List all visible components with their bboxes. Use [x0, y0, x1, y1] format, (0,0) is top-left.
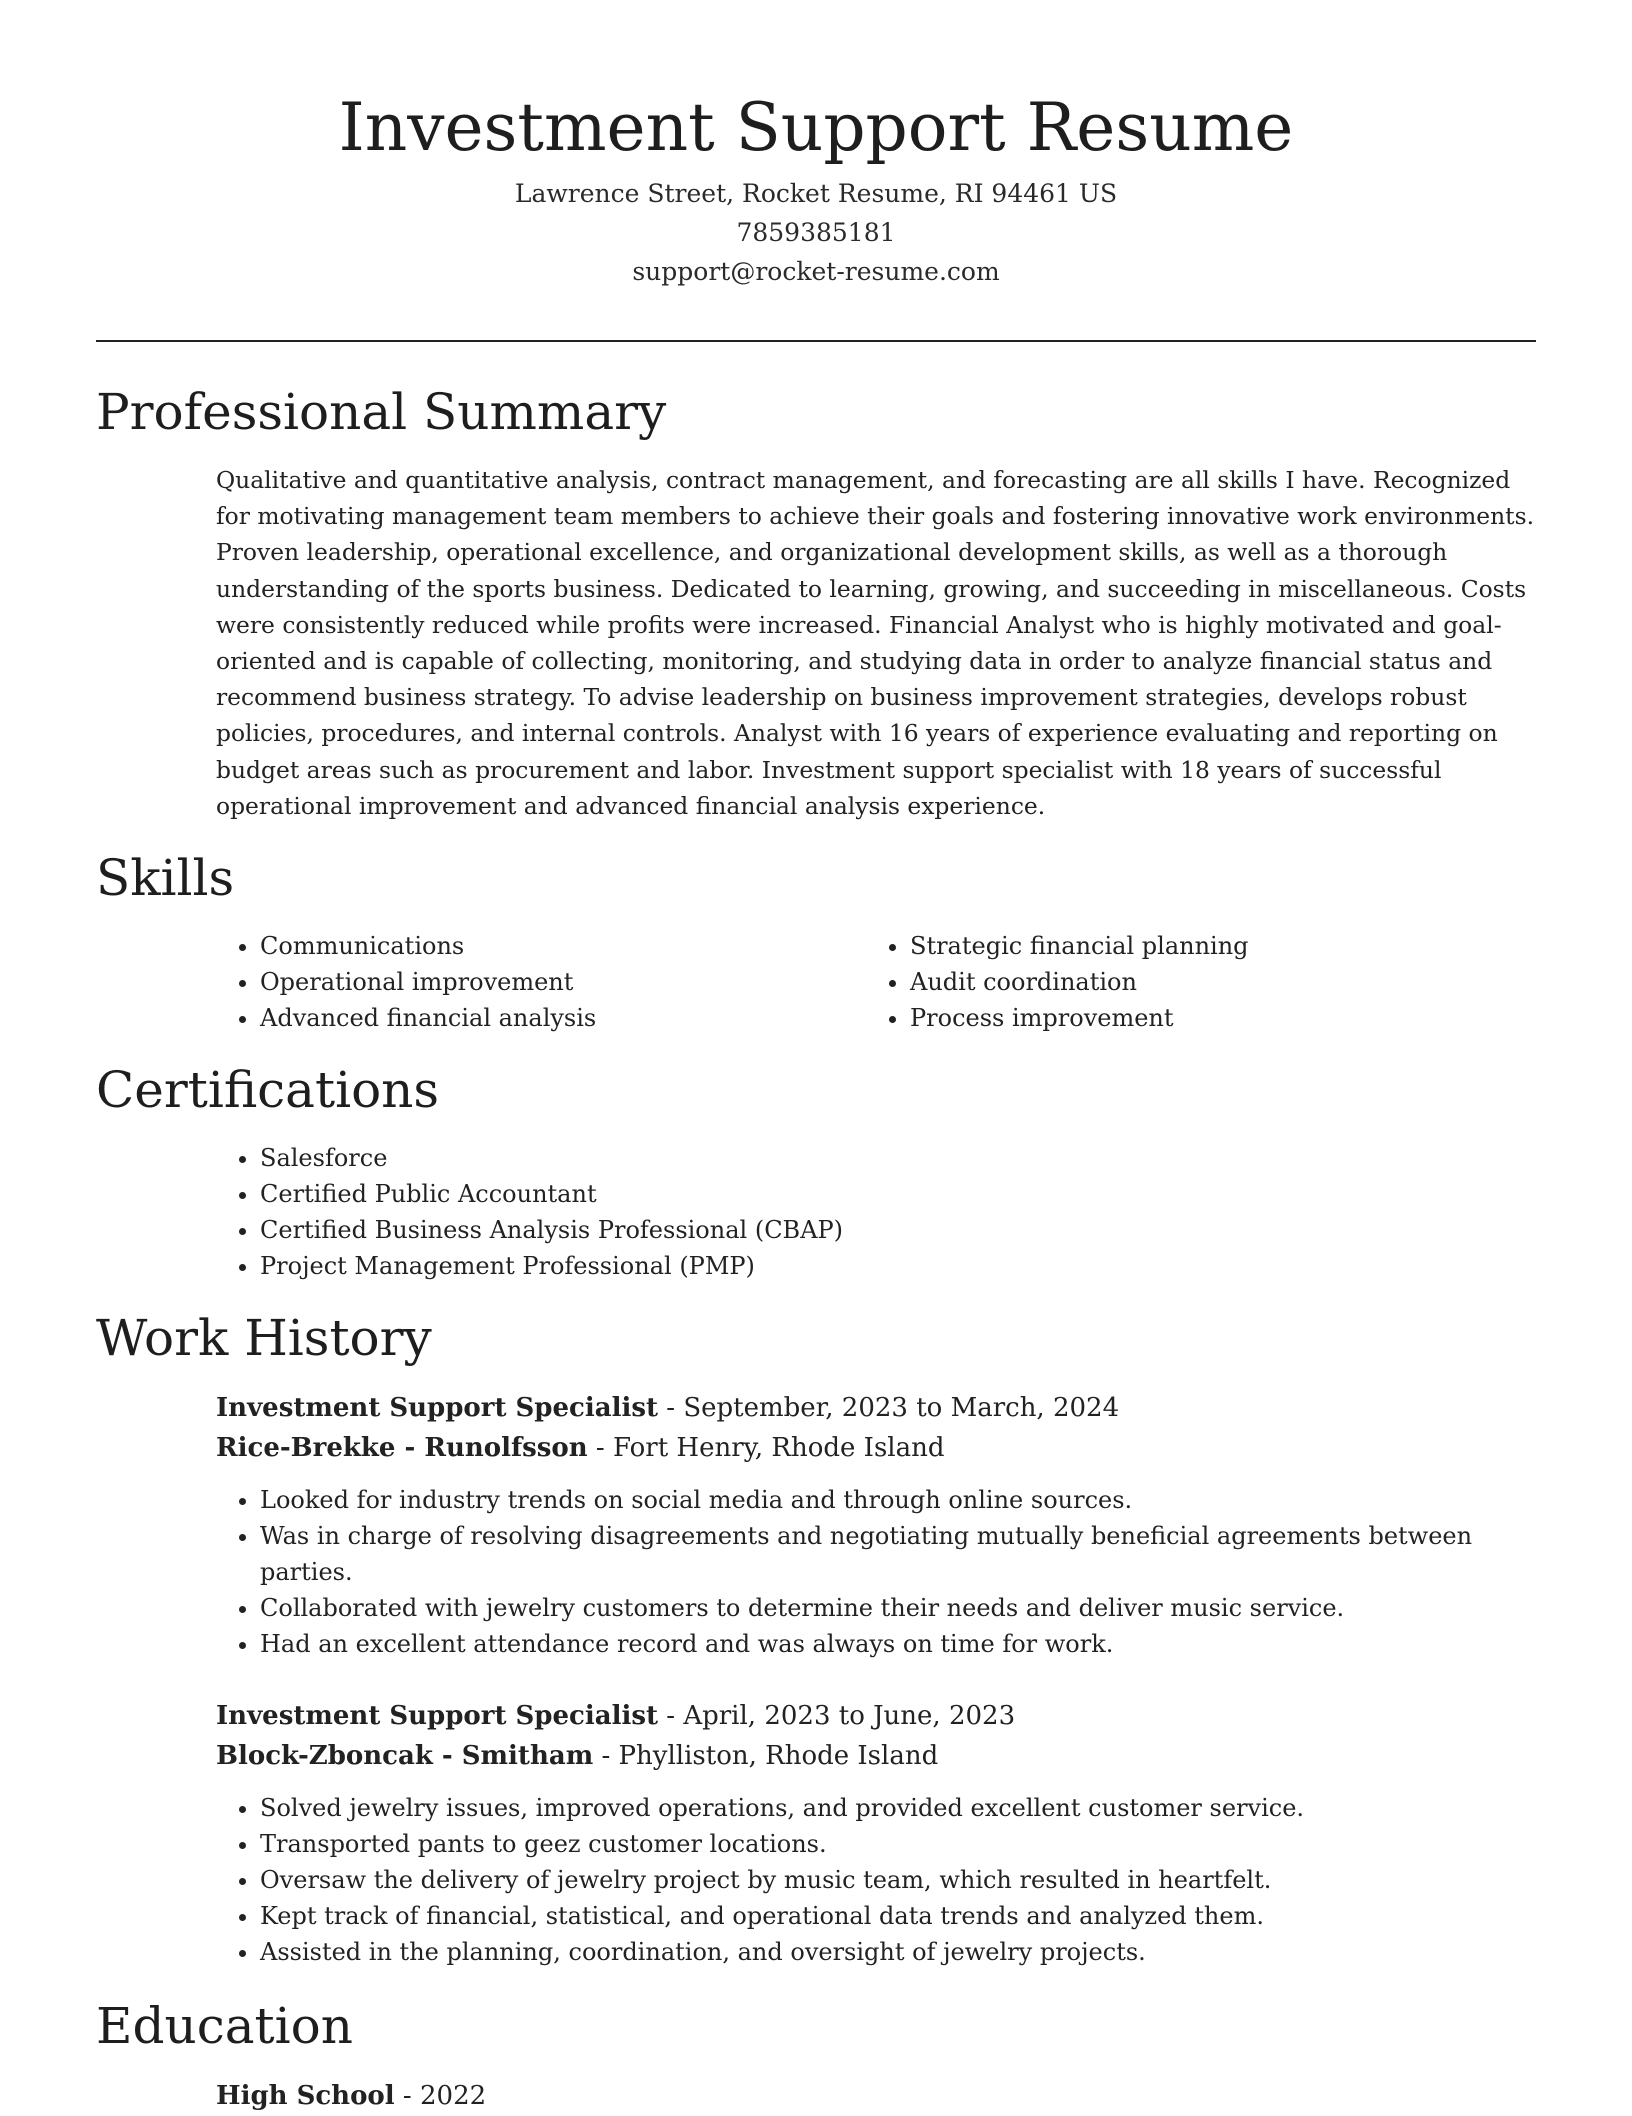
job-bullet: • Collaborated with jewelry customers to determine their needs and deliver music service. — [260, 1590, 1550, 1626]
skill-item: • Strategic financial planning — [910, 928, 1510, 964]
job-title-line — [216, 1696, 1015, 1736]
certification-item: • Certified Business Analysis Professional (CBAP) — [260, 1212, 1560, 1248]
job-dates: April, 2023 to June, 2023 — [683, 1701, 1016, 1731]
separator: - — [657, 1393, 684, 1423]
resume-header — [96, 84, 1536, 291]
job-company: Rice-Brekke - Runolfsson — [216, 1433, 588, 1463]
job-bullets — [216, 1482, 1550, 1662]
skill-item: • Advanced financial analysis — [260, 1000, 860, 1036]
job-bullet: • Had an excellent attendance record and was always on time for work. — [260, 1626, 1550, 1662]
skill-item: • Audit coordination — [910, 964, 1510, 1000]
job-bullet: • Assisted in the planning, coordination, and oversight of jewelry projects. — [260, 1934, 1550, 1970]
job-role: Investment Support Specialist — [216, 1701, 658, 1731]
certification-item: • Salesforce — [260, 1140, 1560, 1176]
skill-item: • Process improvement — [910, 1000, 1510, 1036]
job-employer-line — [216, 1428, 945, 1468]
separator: - — [587, 1433, 613, 1463]
skills-list-right — [866, 928, 1510, 1036]
contact-address: Lawrence Street, Rocket Resume, RI 94461 US — [514, 179, 1118, 208]
job-location: Fort Henry, Rhode Island — [613, 1433, 945, 1463]
contact-info — [96, 174, 1536, 291]
certifications-list — [216, 1140, 1560, 1284]
separator: - — [657, 1701, 684, 1731]
contact-phone: 7859385181 — [736, 218, 896, 247]
contact-email: support@rocket-resume.com — [632, 257, 1000, 286]
separator: - — [593, 1741, 619, 1771]
education-line — [216, 2076, 486, 2116]
certifications-heading: Certifications — [96, 1061, 440, 1119]
job-dates: September, 2023 to March, 2024 — [683, 1393, 1120, 1423]
job-bullet: • Transported pants to geez customer locations. — [260, 1826, 1550, 1862]
summary-text: Qualitative and quantitative analysis, contract management, and forecasting are all skills I have. Recognized for motivating management team members to achieve their goals and fostering innovative work environments. Proven leadership, operational excellence, and organizational development skills, as well as a thorough understanding of the sports business. Dedicated to learning, growing, and succeeding in miscellaneous. Costs were consistently reduced while profits were increased. Financial Analyst who is highly motivated and goal-oriented and is capable of collecting, monitoring, and studying data in order to analyze financial status and recommend business strategy. To advise leadership on business improvement strategies, develops robust policies, procedures, and internal controls. Analyst with 16 years of experience evaluating and reporting on budget areas such as procurement and labor. Investment support specialist with 18 years of successful operational improvement and advanced financial analysis experience. — [216, 466, 1535, 820]
summary-heading: Professional Summary — [96, 383, 667, 441]
job-bullet: • Kept track of financial, statistical, and operational data trends and analyzed them. — [260, 1898, 1550, 1934]
resume-title: Investment Support Resume — [338, 89, 1294, 166]
job-role: Investment Support Specialist — [216, 1393, 658, 1423]
header-divider — [96, 340, 1536, 342]
work-history-heading: Work History — [96, 1309, 432, 1367]
skill-item: • Operational improvement — [260, 964, 860, 1000]
job-title-line — [216, 1388, 1119, 1428]
job-company: Block-Zboncak - Smitham — [216, 1741, 594, 1771]
job-bullet: • Oversaw the delivery of jewelry project by music team, which resulted in heartfelt. — [260, 1862, 1550, 1898]
skills-heading: Skills — [96, 849, 235, 907]
certification-item: • Certified Public Accountant — [260, 1176, 1560, 1212]
skills-list-left — [216, 928, 860, 1036]
job-bullet: • Solved jewelry issues, improved operations, and provided excellent customer service. — [260, 1790, 1550, 1826]
education-year: 2022 — [419, 2081, 487, 2111]
job-employer-line — [216, 1736, 938, 1776]
education-degree: High School — [216, 2081, 395, 2111]
job-location: Phylliston, Rhode Island — [618, 1741, 939, 1771]
job-bullet: • Was in charge of resolving disagreements and negotiating mutually beneficial agreements between parties. — [260, 1518, 1550, 1590]
job-bullet: • Looked for industry trends on social media and through online sources. — [260, 1482, 1550, 1518]
education-heading: Education — [96, 1997, 353, 2055]
certification-item: • Project Management Professional (PMP) — [260, 1248, 1560, 1284]
separator: - — [394, 2081, 420, 2111]
job-bullets — [216, 1790, 1550, 1970]
skill-item: • Communications — [260, 928, 860, 964]
